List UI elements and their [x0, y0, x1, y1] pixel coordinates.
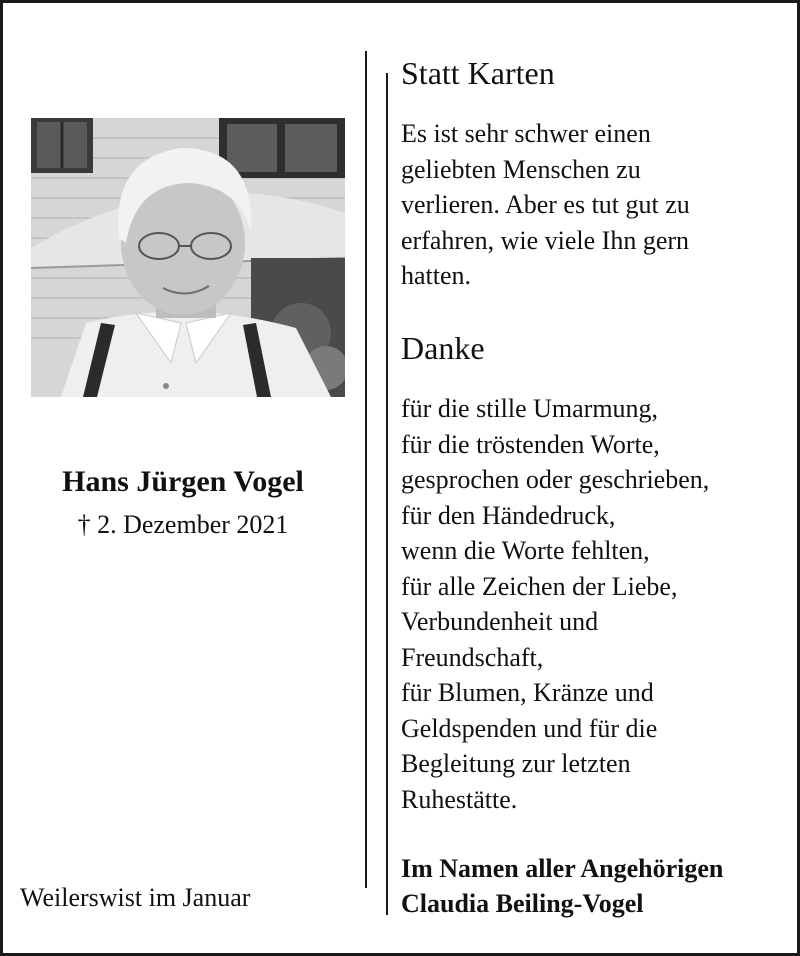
heading-statt-karten: Statt Karten — [401, 55, 555, 91]
deceased-name: Hans Jürgen Vogel — [62, 465, 304, 498]
text-line: für alle Zeichen der Liebe, — [401, 571, 678, 601]
signature-line: Im Namen aller Angehörigen — [401, 854, 724, 883]
text-line: Ruhestätte. — [401, 784, 518, 814]
text-line: geliebten Menschen zu — [401, 154, 641, 184]
thanks-paragraph — [401, 391, 709, 817]
text-line: verlieren. Aber es tut gut zu — [401, 190, 690, 219]
text-line: Begleitung zur letzten — [401, 749, 631, 778]
text-line: für die tröstenden Worte, — [401, 429, 660, 459]
heading-danke: Danke — [401, 330, 485, 366]
death-date: † 2. Dezember 2021 — [77, 510, 289, 539]
text-line: wenn die Worte fehlten, — [401, 536, 650, 565]
text-line: für die stille Umarmung, — [401, 394, 659, 423]
divider-line-right — [386, 73, 388, 915]
text-line: für Blumen, Kränze und — [401, 678, 654, 707]
intro-paragraph — [401, 116, 690, 294]
text-line: Geldspenden und für die — [401, 713, 658, 743]
signature-block — [401, 851, 723, 921]
place-line: Weilerswist im Januar — [20, 883, 251, 912]
text-line: Es ist sehr schwer einen — [401, 119, 651, 148]
divider-line-left — [365, 51, 367, 888]
text-line: hatten. — [401, 261, 472, 290]
text-line: Freundschaft, — [401, 642, 544, 672]
signature-name: Claudia Beiling-Vogel — [401, 889, 644, 918]
text-line: erfahren, wie viele Ihn gern — [401, 225, 690, 255]
portrait-photo — [31, 118, 345, 397]
text-line: Verbundenheit und — [401, 607, 599, 636]
text-line: gesprochen oder geschrieben, — [401, 465, 710, 494]
text-line: für den Händedruck, — [401, 500, 616, 530]
